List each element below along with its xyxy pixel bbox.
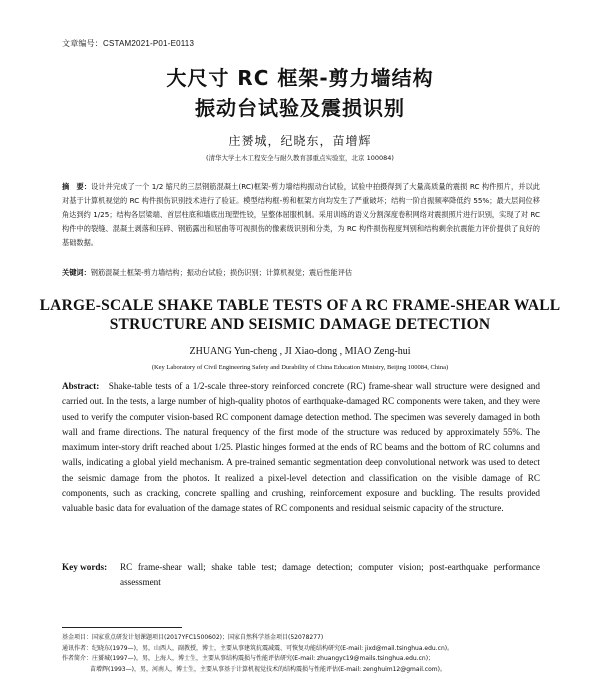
chinese-keywords-label: 关键词：	[62, 268, 91, 277]
chinese-keywords	[62, 268, 540, 278]
english-affiliation: (Key Laboratory of Civil Engineering Safety and Durability of China Education Ministry, Beijing 100084, China)	[151, 364, 449, 371]
english-abstract-text: Shake-table tests of a 1/2-scale three-story reinforced concrete (RC) frame-shear wall structure were designed and carried out. In the tests, a large number of high-quality photos of earthquake-damaged RC components were taken, and they were used to verify the computer vision-based RC component damage detection method. The specimen was severely damaged in both wall and frame directions. The natural frequency of the first mode of the structure was reduced by approximately 55%. The maximum inter-story drift reached about 1/25. Plastic hinges formed at the ends of RC beams and the bottom of RC columns and walls, indicating a global yield mechanism. A pre-trained semantic segmentation deep convolutional network was used to detect the seismic damage from the photos. It realized a pixel-level detection and classification on the visible damage of RC components, such as cracking, concrete spalling and crushing, reinforcement exposure and buckling. The results provided valuable basic data for evaluation of the damage states of RC components and residual seismic capacity of the structure.	[62, 381, 540, 514]
english-title-line-2: STRUCTURE AND SEISMIC DAMAGE DETECTION	[109, 316, 491, 333]
footnote-divider	[62, 627, 182, 628]
english-abstract-label: Abstract:	[62, 381, 100, 391]
chinese-affiliation: (清华大学土木工程安全与耐久教育部重点实验室，北京 100084)	[206, 154, 394, 162]
english-keywords-text: RC frame-shear wall; shake table test; damage detection; computer vision; post-earthquake performance assessment	[120, 562, 540, 587]
english-title-line-1: LARGE-SCALE SHAKE TABLE TESTS OF A RC FRAME-SHEAR WALL	[39, 297, 561, 314]
english-authors: ZHUANG Yun-cheng , JI Xiao-dong , MIAO Zeng-hui	[189, 346, 411, 357]
footnote-author-bio-2: 苗增辉(1993—)，男，河南人，博士生，主要从事基于计算机视觉技术的结构震损与性能评估(E-mail: zenghuim12@gmail.com)。	[90, 665, 446, 673]
english-abstract	[62, 379, 540, 517]
document-number: 文章编号：CSTAM2021-P01-E0113	[62, 39, 195, 48]
footnote-funding: 基金项目：国家重点研发计划课题项目(2017YFC1500602)；国家自然科学基金项目(52078277)	[62, 634, 324, 641]
chinese-abstract-text: 设计并完成了一个 1/2 缩尺的三层钢筋混凝土(RC)框架-剪力墙结构振动台试验，试验中拍摄得到了大量高质量的震损 RC 构件照片，并以此对基于计算机视觉的 RC 构件损伤识别技术进行了验证。模型结构框-剪和框架方向均发生了严重破坏；结构一阶自振频率降低约 55%；最大层间位移角达到约 1/25；结构各层梁端、首层柱底和墙底出现塑性铰，呈整体屈服机制。采用训练的语义分割深度卷积网络对震损照片进行识别，实现了对 RC 构件中的裂缝、混凝土剥落和压碎、钢筋露出和屈曲等可视损伤的像素级识别和分类，为 RC 构件损伤程度判别和结构剩余抗震能力评价提供了良好的基础数据。	[62, 182, 540, 247]
footnote-author-bio-1: 作者简介：庄赟城(1997—)，男，上海人，博士生，主要从事结构震损与性能评估研究(E-mail: zhuangyc19@mails.tsinghua.edu.cn)；	[62, 655, 435, 662]
footnotes	[62, 633, 552, 675]
chinese-abstract-label: 摘 要：	[62, 182, 92, 191]
chinese-keywords-text: 钢筋混凝土框架-剪力墙结构；振动台试验；损伤识别；计算机视觉；震后性能评估	[90, 268, 353, 277]
english-keywords-label: Key words:	[62, 562, 108, 572]
english-keywords	[62, 560, 540, 590]
chinese-abstract	[62, 180, 540, 250]
footnote-corresponding-author: 通讯作者：纪晓东(1979—)，男，山西人，副教授，博士，主要从事建筑抗震减震、可恢复功能结构研究(E-mail: jixd@mail.tsinghua.edu.cn)。	[62, 644, 454, 652]
chinese-title-line-2: 振动台试验及震损识别	[195, 96, 405, 120]
chinese-authors: 庄赟城，纪晓东，苗增辉	[228, 134, 372, 148]
chinese-title-line-1: 大尺寸 RC 框架-剪力墙结构	[166, 66, 434, 90]
